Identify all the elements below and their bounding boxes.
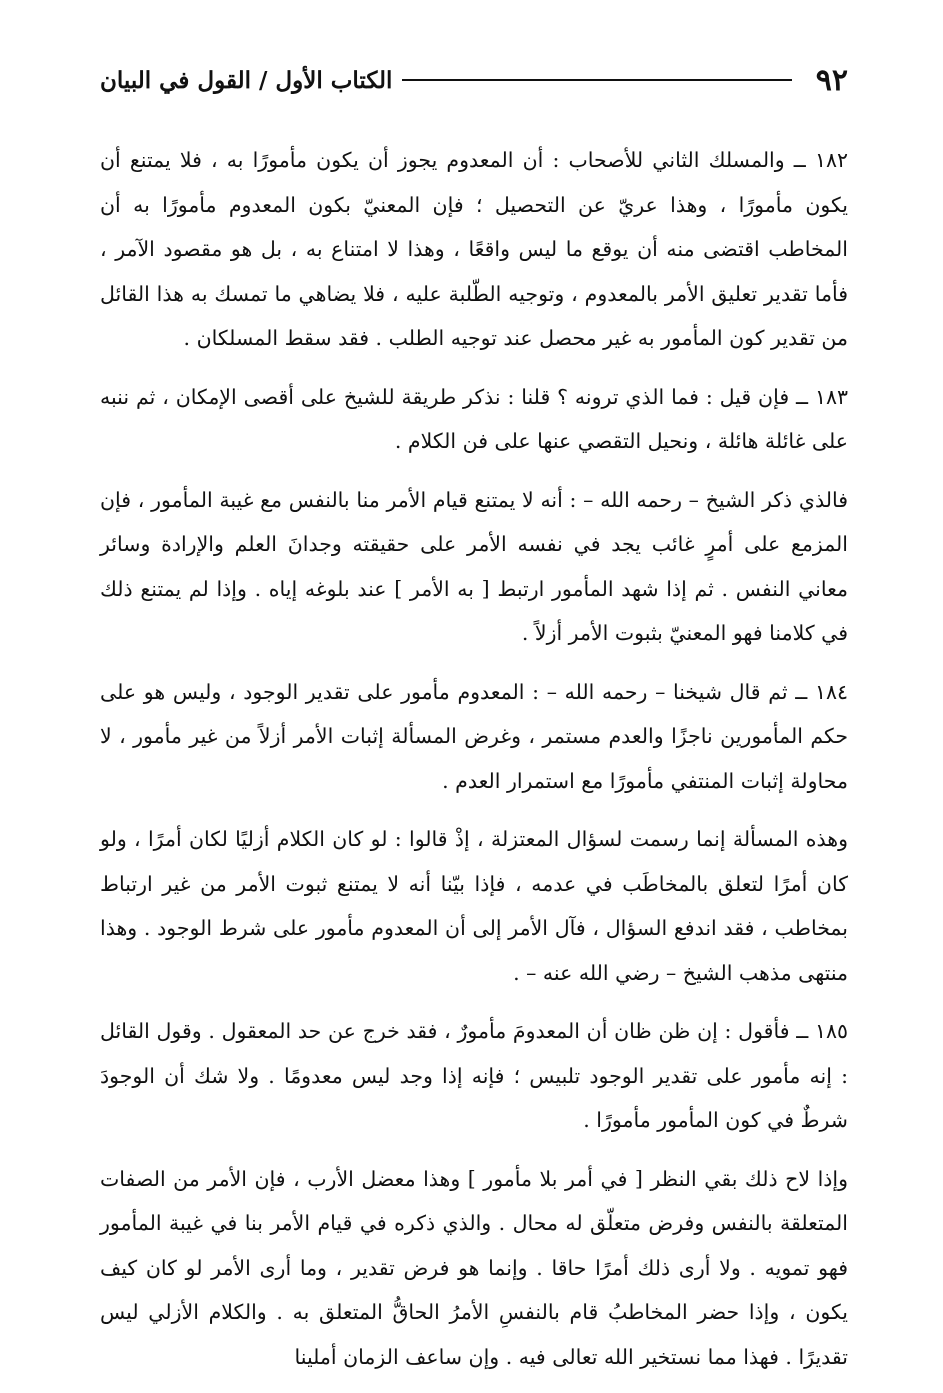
running-title: الكتاب الأول / القول في البيان: [100, 66, 393, 94]
page-header: [100, 56, 848, 104]
paragraph-sheikh-view: فالذي ذكر الشيخ – رحمه الله – : أنه لا يمتنع قيام الأمر منا بالنفس مع غيبة المأمور ، فإن المزمع على أمرٍ غائب يجد في نفسه الأمر على حقيقته وجدانَ العلم والإرادة وسائر معاني النفس . ثم إذا شهد المأمور ارتبط [ به الأمر ] عند بلوغه إياه . وإذا لم يمتنع ذلك في كلامنا فهو المعنيّ بثبوت الأمر أزلاً .: [100, 487, 848, 645]
page-number: ٩٢: [815, 62, 848, 98]
header-rule: [402, 79, 791, 81]
paragraph-mutazila: وهذه المسألة إنما رسمت لسؤال المعتزلة ، إذْ قالوا : لو كان الكلام أزليًا لكان أمرًا ، ولو كان أمرًا لتعلق بالمخاطَب في عدمه ، فإذا بيّنا أنه لا يمتنع ثبوت الأمر من غير ارتباط بمخاطب ، فقد اندفع السؤال ، فآل الأمر إلى أن المعدوم مأمور على شرط الوجود . وهذا منتهى مذهب الشيخ – رضي الله عنه – .: [100, 827, 848, 985]
paragraph-183: ١٨٣ ــ فإن قيل : فما الذي ترونه ؟ قلنا : نذكر طريقة للشيخ على أقصى الإمكان ، ثم ننبه على غائلة هائلة ، ونحيل التقصي عنها على فن الكلام .: [100, 384, 848, 453]
paragraph-185: ١٨٥ ــ فأقول : إن ظن ظان أن المعدومَ مأمورٌ ، فقد خرج عن حد المعقول . وقول القائل : إنه مأمور على تقدير الوجود تلبيس ؛ فإنه إذا وجد ليس معدومًا . ولا شك أن الوجودَ شرطٌ في كون المأمور مأمورًا .: [100, 1019, 848, 1132]
paragraph-184: ١٨٤ ــ ثم قال شيخنا – رحمه الله – : المعدوم مأمور على تقدير الوجود ، وليس هو على حكم المأمورين ناجزًا والعدم مستمر ، وغرض المسألة إثبات الأمر أزلاً من غير مأمور ، لا محاولة إثبات المنتفي مأمورًا مع استمرار العدم .: [100, 679, 848, 793]
paragraph-182: ١٨٢ ــ والمسلك الثاني للأصحاب : أن المعدوم يجوز أن يكون مأمورًا به ، فلا يمتنع أن يكون مأمورًا ، وهذا عريّ عن التحصيل ؛ فإن المعنيّ بكون المعدوم مأمورًا به أن المخاطب اقتضى منه أن يوقع ما ليس واقعًا ، وهذا لا امتناع به ، بل هو مقصود الآمر ، فأما تقدير تعليق الأمر بالمعدوم ، وتوجيه الطّلبة عليه ، فلا يضاهي ما تمسك به هذا القائل من تقدير كون المأمور به غير محصل عند توجيه الطلب . فقد سقط المسلكان .: [100, 148, 848, 350]
page-body: [100, 138, 848, 1393]
paragraph-conclusion: وإذا لاح ذلك بقي النظر [ في أمر بلا مأمور ] وهذا معضل الأرب ، فإن الأمر من الصفات المتعلقة بالنفس وفرض متعلّق له محال . والذي ذكره في قيام الأمر بنا في غيبة المأمور فهو تمويه . ولا أرى ذلك أمرًا حاقا . وإنما هو فرض تقدير ، وما أرى الأمر لو كان كيف يكون ، وإذا حضر المخاطبُ قام بالنفسِ الأمرُ الحاقُّ المتعلق به . والكلام الأزلي ليس تقديرًا . فهذا مما نستخير الله تعالى فيه . وإن ساعف الزمان أملينا: [100, 1166, 848, 1369]
